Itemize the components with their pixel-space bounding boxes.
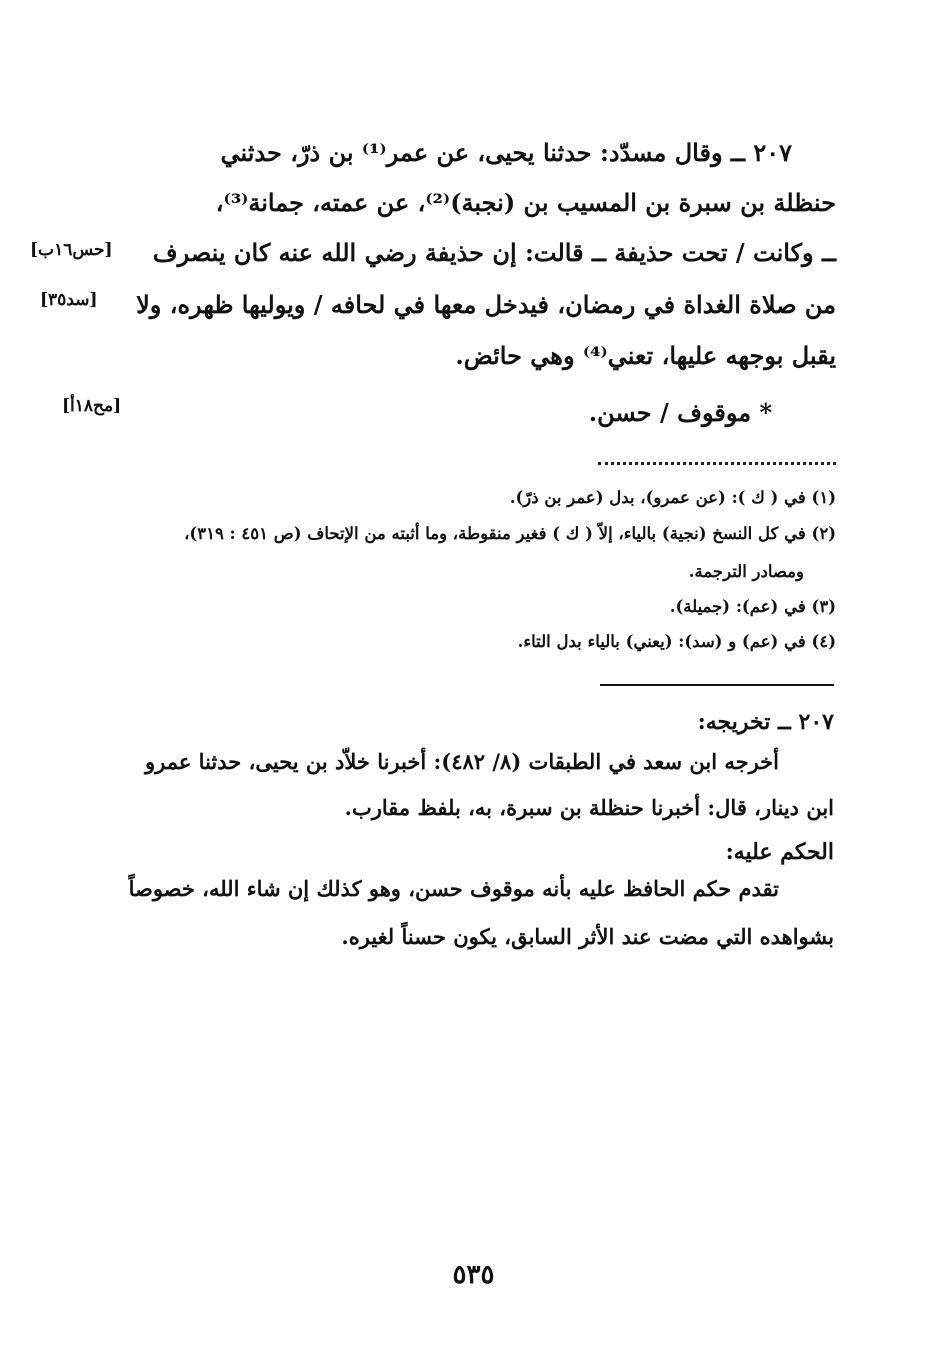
main-text-line-1: ٢٠٧ ــ وقال مسدّد: حدثنا يحيى، عن عمر⁽¹⁾ بن ذرّ، حدثني bbox=[220, 138, 792, 167]
hukm-heading: الحكم عليه: bbox=[725, 839, 834, 865]
footnote-1: (١) في ( ك ): (عن عمرو)، بدل (عمر بن ذرّ). bbox=[509, 488, 836, 507]
takhrij-heading: ٢٠٧ ــ تخريجه: bbox=[697, 709, 834, 735]
footnote-3: (٣) في (عم): (جميلة). bbox=[669, 597, 836, 616]
hukm-line-1: تقدم حكم الحافظ عليه بأنه موقوف حسن، وهو كذلك إن شاء الله، خصوصاً bbox=[128, 876, 779, 901]
hukm-line-2: بشواهده التي مضت عند الأثر السابق، يكون حسناً لغيره. bbox=[341, 924, 834, 949]
margin-note-mh: [مح١٨أ] bbox=[62, 396, 122, 416]
main-text-line-2: حنظلة بن سبرة بن المسيب بن (نجبة)⁽²⁾، عن عمته، جمانة⁽³⁾، bbox=[215, 188, 836, 217]
margin-note-sd: [سد٣٥] bbox=[40, 290, 98, 310]
main-text-line-4: من صلاة الغداة في رمضان، فيدخل معها في لحافه / ويوليها ظهره، ولا bbox=[136, 290, 836, 319]
margin-note-hs: [حس١٦ب] bbox=[30, 240, 113, 260]
footnote-4: (٤) في (عم) و (سد): (يعني) بالياء بدل التاء. bbox=[517, 632, 836, 651]
footnote-2: (٢) في كل النسخ (نجية) بالياء، إلاّ ( ك ) فغير منقوطة، وما أثبته من الإتحاف (ص ٤٥١ : ٣١٩)، bbox=[184, 524, 836, 543]
verdict: * موقوف / حسن. bbox=[588, 398, 772, 427]
takhrij-line-1: أخرجه ابن سعد في الطبقات (٨/ ٤٨٢): أخبرنا خلاّد بن يحيى، حدثنا عمرو bbox=[144, 749, 779, 774]
main-text-line-3: ــ وكانت / تحت حذيفة ــ قالت: إن حذيفة رضي الله عنه كان ينصرف bbox=[152, 238, 836, 267]
main-text-line-5: يقبل بوجهه عليها، تعني⁽⁴⁾ وهي حائض. bbox=[455, 341, 836, 370]
section-rule bbox=[600, 684, 834, 686]
footnote-separator bbox=[598, 462, 836, 465]
page-number: ٥٣٥ bbox=[452, 1260, 495, 1290]
footnote-2-continued: ومصادر الترجمة. bbox=[688, 562, 804, 581]
takhrij-line-2: ابن دينار، قال: أخبرنا حنظلة بن سبرة، به، بلفظ مقارب. bbox=[344, 795, 834, 820]
